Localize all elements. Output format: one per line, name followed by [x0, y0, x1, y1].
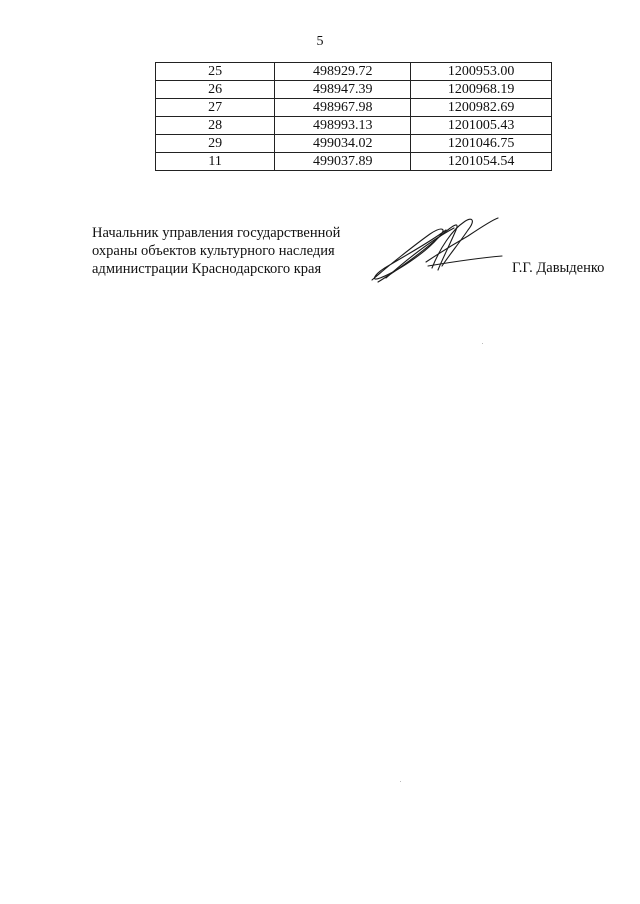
point-number-cell: 27 [156, 99, 275, 117]
y-coordinate-cell: 1200982.69 [411, 99, 552, 117]
point-number-cell: 11 [156, 153, 275, 171]
signatory-title-line: Начальник управления государственной [92, 225, 341, 241]
x-coordinate-cell: 498967.98 [275, 99, 411, 117]
point-number-cell: 29 [156, 135, 275, 153]
table-row [156, 153, 552, 171]
table-row [156, 99, 552, 117]
signatory-title [92, 224, 340, 278]
y-coordinate-cell: 1201005.43 [411, 117, 552, 135]
y-coordinate-cell: 1200968.19 [411, 81, 552, 99]
handwritten-signature-icon [368, 208, 508, 288]
table-row [156, 135, 552, 153]
x-coordinate-cell: 498947.39 [275, 81, 411, 99]
signatory-title-line: администрации Краснодарского края [92, 261, 322, 277]
signer-name: Г.Г. Давыденко [512, 260, 605, 276]
x-coordinate-cell: 499034.02 [275, 135, 411, 153]
scan-speck [400, 781, 401, 782]
signatory-title-line: охраны объектов культурного наследия [92, 243, 335, 259]
scan-speck [482, 343, 483, 344]
table-row [156, 81, 552, 99]
y-coordinate-cell: 1201054.54 [411, 153, 552, 171]
y-coordinate-cell: 1200953.00 [411, 63, 552, 81]
table-row [156, 63, 552, 81]
y-coordinate-cell: 1201046.75 [411, 135, 552, 153]
table-row [156, 117, 552, 135]
point-number-cell: 25 [156, 63, 275, 81]
point-number-cell: 26 [156, 81, 275, 99]
x-coordinate-cell: 499037.89 [275, 153, 411, 171]
point-number-cell: 28 [156, 117, 275, 135]
coordinates-table [155, 62, 552, 171]
x-coordinate-cell: 498929.72 [275, 63, 411, 81]
x-coordinate-cell: 498993.13 [275, 117, 411, 135]
page-number: 5 [316, 34, 324, 49]
